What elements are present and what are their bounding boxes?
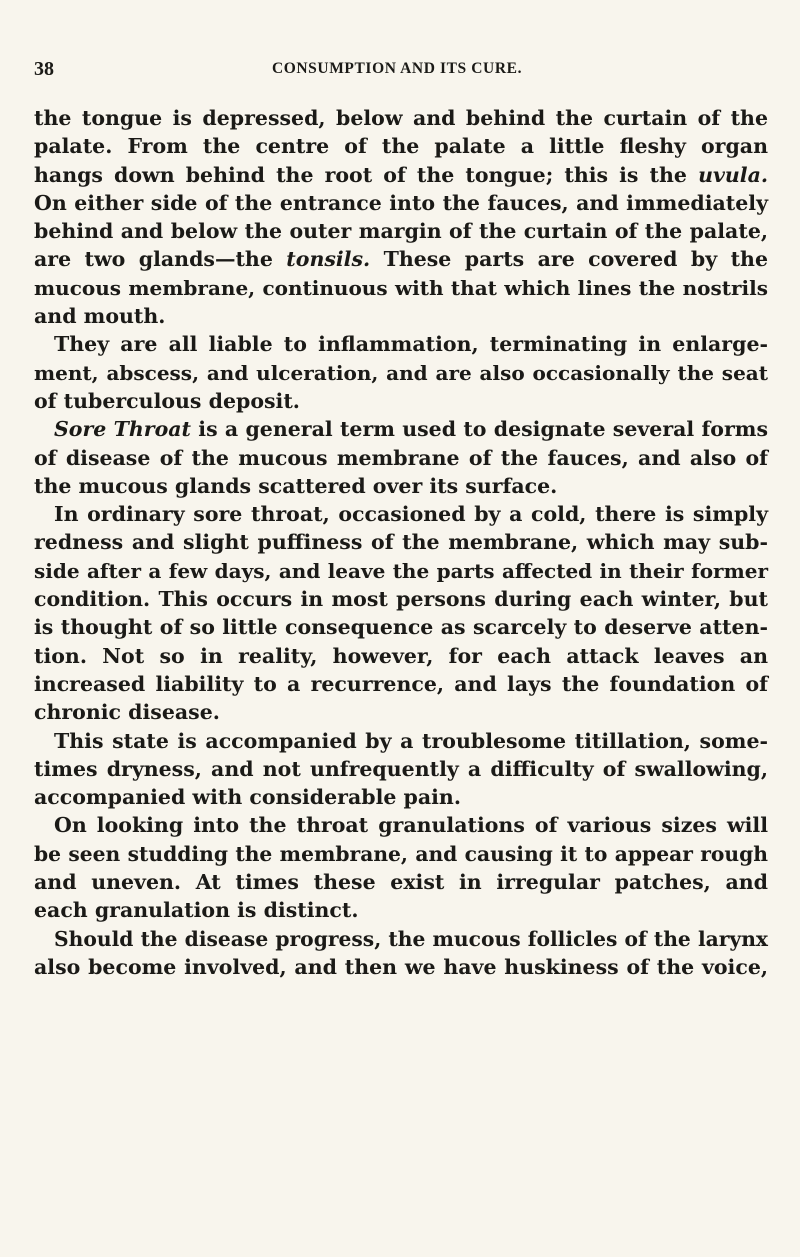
text-line	[34, 613, 768, 641]
text-segment: the mucous glands scattered over its surface.	[34, 473, 558, 498]
text-segment: On either side of the entrance into the fauces, and immediately	[34, 190, 768, 215]
text-segment: each granulation is distinct.	[34, 898, 359, 923]
text-line	[34, 444, 768, 472]
text-line	[34, 330, 768, 358]
text-segment: of tuberculous deposit.	[34, 388, 300, 413]
text-segment: hangs down behind the root of the tongue; this is the	[34, 162, 699, 187]
text-line	[34, 500, 768, 528]
text-line	[34, 698, 768, 726]
text-line	[34, 585, 768, 613]
text-segment: and mouth.	[34, 304, 166, 329]
text-line	[34, 670, 768, 698]
text-line	[34, 557, 768, 585]
text-segment: tion. Not so in reality, however, for each attack leaves an	[34, 643, 768, 668]
text-line	[34, 472, 768, 500]
text-segment: is a general term used to designate several forms	[191, 417, 769, 442]
italic-term: uvula.	[698, 162, 768, 187]
text-segment: redness and slight puffiness of the membrane, which may sub-	[34, 530, 768, 555]
text-line	[34, 387, 768, 415]
text-segment: ment, abscess, and ulceration, and are also occasionally the seat	[34, 360, 768, 385]
text-line	[34, 783, 768, 811]
text-segment: On looking into the throat granulations of various sizes will	[54, 813, 768, 838]
text-line	[34, 217, 768, 245]
text-segment: In ordinary sore throat, occasioned by a cold, there is simply	[54, 502, 768, 527]
text-segment: times dryness, and not unfrequently a difficulty of swallowing,	[34, 756, 768, 781]
body-text	[34, 104, 768, 981]
text-line	[34, 953, 768, 981]
text-segment: and uneven. At times these exist in irregular patches, and	[34, 870, 768, 895]
text-line	[34, 868, 768, 896]
text-segment: They are all liable to inflammation, terminating in enlarge-	[54, 332, 768, 357]
text-segment: of disease of the mucous membrane of the fauces, and also of	[34, 445, 768, 470]
text-line	[34, 896, 768, 924]
text-segment: These parts are covered by the	[370, 247, 768, 272]
text-segment: This state is accompanied by a troublesome titillation, some-	[54, 728, 768, 753]
text-segment: also become involved, and then we have huskiness of the voice,	[34, 954, 768, 979]
italic-term: Sore Throat	[54, 417, 191, 442]
text-line	[34, 302, 768, 330]
text-line	[34, 528, 768, 556]
text-line	[34, 274, 768, 302]
text-segment: increased liability to a recurrence, and lays the foundation of	[34, 671, 768, 696]
text-line	[34, 245, 768, 273]
text-segment: the tongue is depressed, below and behind the curtain of the	[34, 106, 768, 130]
text-line	[34, 359, 768, 387]
running-title: CONSUMPTION AND ITS CURE.	[271, 60, 523, 77]
text-segment: Should the disease progress, the mucous follicles of the larynx	[54, 926, 768, 951]
text-line	[34, 132, 768, 160]
text-line	[34, 104, 768, 132]
text-line	[34, 415, 768, 443]
text-line	[34, 161, 768, 189]
running-head	[34, 58, 760, 84]
text-segment: is thought of so little consequence as scarcely to deserve atten-	[34, 615, 768, 640]
text-segment: side after a few days, and leave the parts affected in their former	[34, 558, 768, 583]
text-line	[34, 755, 768, 783]
text-segment: chronic disease.	[34, 700, 220, 725]
text-line	[34, 840, 768, 868]
text-line	[34, 811, 768, 839]
text-segment: condition. This occurs in most persons during each winter, but	[34, 587, 768, 612]
text-segment: behind and below the outer margin of the curtain of the palate,	[34, 219, 768, 244]
text-segment: mucous membrane, continuous with that which lines the nostrils	[34, 275, 768, 300]
text-segment: accompanied with considerable pain.	[34, 785, 461, 810]
page-number: 38	[34, 58, 54, 80]
text-line	[34, 642, 768, 670]
text-segment: palate. From the centre of the palate a little fleshy organ	[34, 134, 768, 159]
italic-term: tonsils.	[286, 247, 371, 272]
text-line	[34, 925, 768, 953]
text-line	[34, 727, 768, 755]
text-segment: are two glands—the	[34, 247, 287, 272]
text-segment: be seen studding the membrane, and causing it to appear rough	[34, 841, 768, 866]
text-line	[34, 189, 768, 217]
